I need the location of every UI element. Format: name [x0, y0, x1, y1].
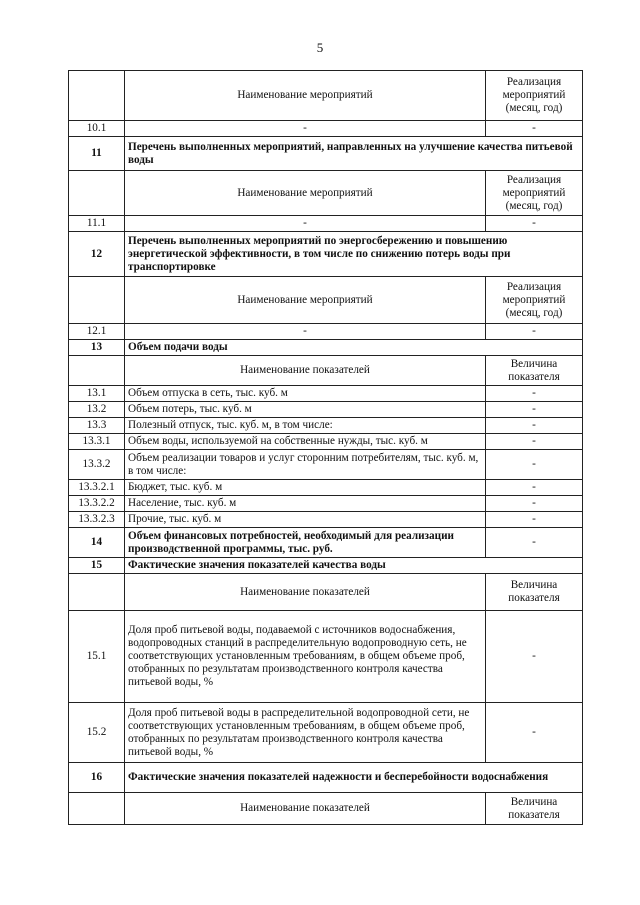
row-text-cell: Перечень выполненных мероприятий, направленных на улучшение качества питьевой воды: [125, 137, 583, 171]
table-row: [69, 528, 583, 558]
row-text-cell: Наименование мероприятий: [125, 171, 486, 216]
row-number-cell: 13.3.2.2: [69, 496, 125, 512]
row-number-cell: [69, 356, 125, 386]
row-text-cell: Фактические значения показателей надежности и бесперебойности водоснабжения: [125, 763, 583, 793]
table-row: [69, 277, 583, 324]
row-value-cell: -: [486, 611, 583, 703]
table-row: [69, 703, 583, 763]
row-number-cell: 12.1: [69, 324, 125, 340]
row-value-cell: -: [486, 324, 583, 340]
row-number-cell: 11: [69, 137, 125, 171]
row-number-cell: [69, 793, 125, 825]
row-text-cell: -: [125, 324, 486, 340]
row-text-cell: Наименование показателей: [125, 574, 486, 611]
row-value-cell: -: [486, 703, 583, 763]
row-number-cell: [69, 171, 125, 216]
table-row: [69, 232, 583, 277]
row-number-cell: [69, 71, 125, 121]
row-text-cell: Наименование мероприятий: [125, 277, 486, 324]
row-text-cell: Объем воды, используемой на собственные нужды, тыс. куб. м: [125, 434, 486, 450]
row-text-cell: Объем подачи воды: [125, 340, 583, 356]
row-value-cell: -: [486, 402, 583, 418]
row-text-cell: Перечень выполненных мероприятий по энергосбережению и повышению энергетической эффективности, в том числе по снижению потерь воды при транспортировке: [125, 232, 583, 277]
table-row: [69, 324, 583, 340]
row-text-cell: Бюджет, тыс. куб. м: [125, 480, 486, 496]
row-text-cell: Население, тыс. куб. м: [125, 496, 486, 512]
row-text-cell: Доля проб питьевой воды, подаваемой с источников водоснабжения, водопроводных станций в распределительную водопроводную сеть, не соответствующих установленным требованиям, в общем объеме проб, отобранных по результатам производственного контроля качества питьевой воды, %: [125, 611, 486, 703]
table-row: [69, 121, 583, 137]
table-row: [69, 496, 583, 512]
page-number: 5: [316, 40, 324, 55]
row-text-cell: Прочие, тыс. куб. м: [125, 512, 486, 528]
row-number-cell: 13.3: [69, 418, 125, 434]
row-number-cell: 15: [69, 558, 125, 574]
row-value-cell: Величина показателя: [486, 793, 583, 825]
row-value-cell: Величина показателя: [486, 356, 583, 386]
table-row: [69, 171, 583, 216]
table-row: [69, 558, 583, 574]
row-number-cell: 13: [69, 340, 125, 356]
row-text-cell: -: [125, 121, 486, 137]
table-row: [69, 137, 583, 171]
table-row: [69, 340, 583, 356]
table-row: [69, 793, 583, 825]
row-number-cell: 13.3.2.1: [69, 480, 125, 496]
row-number-cell: 15.1: [69, 611, 125, 703]
row-text-cell: Полезный отпуск, тыс. куб. м, в том числе:: [125, 418, 486, 434]
row-number-cell: 12: [69, 232, 125, 277]
row-text-cell: Доля проб питьевой воды в распределительной водопроводной сети, не соответствующих установленным требованиям, в общем объеме проб, отобранных по результатам производственного контроля качества питьевой воды, %: [125, 703, 486, 763]
row-text-cell: Наименование показателей: [125, 793, 486, 825]
row-number-cell: [69, 277, 125, 324]
row-value-cell: Реализация мероприятий (месяц, год): [486, 71, 583, 121]
table-row: [69, 512, 583, 528]
row-value-cell: -: [486, 450, 583, 480]
row-text-cell: Наименование показателей: [125, 356, 486, 386]
table-row: [69, 763, 583, 793]
row-text-cell: Объем потерь, тыс. куб. м: [125, 402, 486, 418]
row-value-cell: -: [486, 434, 583, 450]
row-number-cell: 15.2: [69, 703, 125, 763]
row-value-cell: -: [486, 386, 583, 402]
row-value-cell: Величина показателя: [486, 574, 583, 611]
row-value-cell: Реализация мероприятий (месяц, год): [486, 171, 583, 216]
row-number-cell: 14: [69, 528, 125, 558]
row-number-cell: 13.3.2.3: [69, 512, 125, 528]
row-text-cell: Фактические значения показателей качества воды: [125, 558, 583, 574]
row-number-cell: 13.3.1: [69, 434, 125, 450]
table-row: [69, 611, 583, 703]
row-value-cell: -: [486, 528, 583, 558]
row-number-cell: 10.1: [69, 121, 125, 137]
row-number-cell: 13.2: [69, 402, 125, 418]
table-row: [69, 434, 583, 450]
table-row: [69, 418, 583, 434]
table-row: [69, 71, 583, 121]
row-number-cell: 13.3.2: [69, 450, 125, 480]
table-row: [69, 480, 583, 496]
row-text-cell: -: [125, 216, 486, 232]
row-value-cell: -: [486, 121, 583, 137]
row-value-cell: -: [486, 512, 583, 528]
row-text-cell: Объем финансовых потребностей, необходимый для реализации производственной программы, тыс. руб.: [125, 528, 486, 558]
row-number-cell: 16: [69, 763, 125, 793]
row-text-cell: Объем отпуска в сеть, тыс. куб. м: [125, 386, 486, 402]
row-value-cell: -: [486, 418, 583, 434]
row-number-cell: [69, 574, 125, 611]
table-row: [69, 356, 583, 386]
row-value-cell: -: [486, 496, 583, 512]
row-text-cell: Объем реализации товаров и услуг сторонним потребителям, тыс. куб. м, в том числе:: [125, 450, 486, 480]
table-row: [69, 386, 583, 402]
report-table: [68, 70, 583, 825]
row-number-cell: 13.1: [69, 386, 125, 402]
row-number-cell: 11.1: [69, 216, 125, 232]
table-row: [69, 402, 583, 418]
table-row: [69, 216, 583, 232]
row-value-cell: -: [486, 480, 583, 496]
table-row: [69, 574, 583, 611]
row-value-cell: -: [486, 216, 583, 232]
table-row: [69, 450, 583, 480]
row-value-cell: Реализация мероприятий (месяц, год): [486, 277, 583, 324]
row-text-cell: Наименование мероприятий: [125, 71, 486, 121]
